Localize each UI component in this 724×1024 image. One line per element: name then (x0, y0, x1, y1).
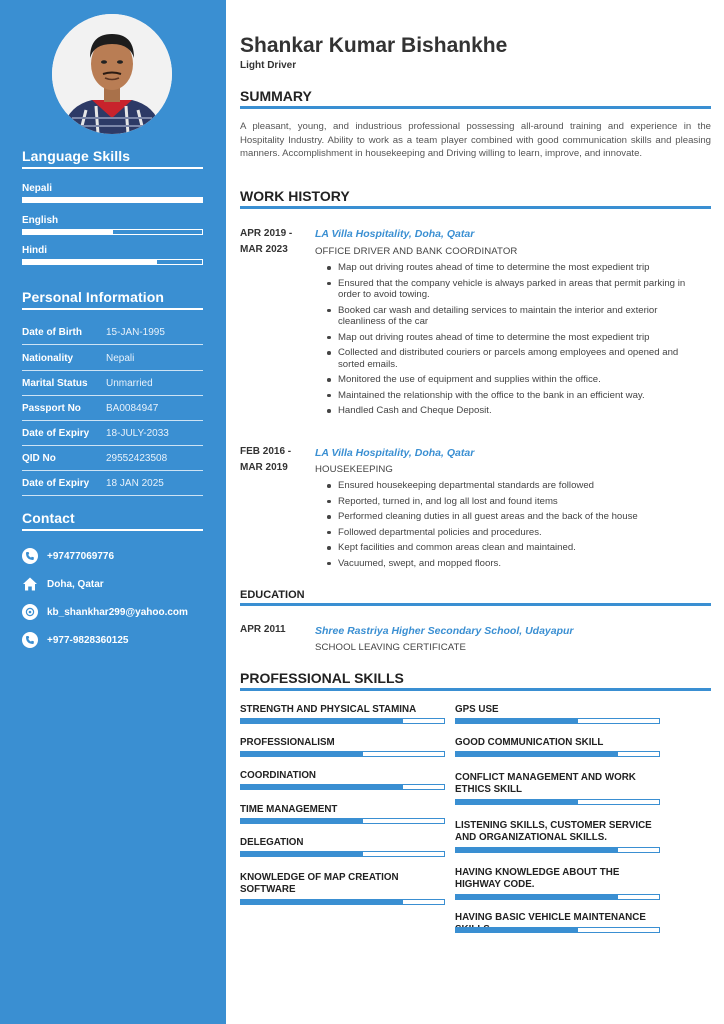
candidate-role: Light Driver (240, 60, 297, 71)
skill-item (455, 704, 660, 716)
personal-info-row (22, 320, 203, 345)
language-label: English (22, 215, 59, 226)
skill-level-fill (241, 900, 403, 904)
skill-label: PROFESSIONALISM (240, 737, 335, 748)
professional-skills-heading: PROFESSIONAL SKILLS (240, 670, 711, 691)
list-item: Ensured that the company vehicle is always parked in areas that permit parking in order to avoid towing. (336, 278, 706, 301)
list-item: Map out driving routes ahead of time to determine the most expedient trip (336, 332, 706, 344)
job-title: OFFICE DRIVER AND BANK COORDINATOR (315, 246, 518, 257)
summary-text: A pleasant, young, and industrious professional possessing all-around training and experience in the Hospitality Industry. Ability to work as a team player combined with good communication skills and pleasing manners. Accomplishment in housekeeping and Driving willing to learn, improve, and innovate. (240, 121, 711, 159)
person-portrait-icon (52, 14, 172, 134)
contact-value: Doha, Qatar (47, 578, 104, 590)
personal-information-heading: Personal Information (22, 289, 203, 310)
language-level-bar (22, 229, 203, 235)
skill-level-fill (456, 928, 578, 932)
skill-label: LISTENING SKILLS, CUSTOMER SERVICE AND ORGANIZATIONAL SKILLS. (455, 820, 652, 843)
skill-level-bar (455, 894, 660, 900)
contact-address (22, 574, 212, 594)
personal-info-row (22, 371, 203, 396)
info-key: Marital Status (22, 377, 88, 389)
summary-heading: SUMMARY (240, 88, 711, 109)
job-duties (336, 480, 706, 569)
info-value: BA0084947 (106, 402, 159, 414)
skill-level-bar (240, 851, 445, 857)
contact-value: kb_shankhar299@yahoo.com (47, 606, 188, 618)
phone-icon (22, 548, 38, 564)
skill-label: GPS USE (455, 704, 499, 715)
job-organization: LA Villa Hospitality, Doha, Qatar (315, 447, 475, 459)
list-item: Handled Cash and Cheque Deposit. (336, 405, 706, 417)
skill-item (455, 737, 660, 749)
language-level-fill (23, 230, 113, 234)
skill-label: TIME MANAGEMENT (240, 804, 338, 815)
skill-label: STRENGTH AND PHYSICAL STAMINA (240, 704, 417, 715)
job-start-date: APR 2019 - (240, 228, 293, 239)
skill-level-fill (456, 752, 618, 756)
skill-level-fill (456, 848, 618, 852)
skill-level-bar (240, 751, 445, 757)
language-level-bar (22, 197, 203, 203)
contact-phone-qatar[interactable] (22, 546, 212, 566)
language-label: Nepali (22, 183, 53, 194)
info-key: Date of Expiry (22, 477, 90, 489)
skill-level-bar (455, 751, 660, 757)
skill-label: CONFLICT MANAGEMENT AND WORK ETHICS SKILL (455, 772, 636, 795)
job-organization: LA Villa Hospitality, Doha, Qatar (315, 228, 475, 240)
personal-info-row (22, 471, 203, 496)
skill-level-bar (240, 718, 445, 724)
skill-item (240, 704, 445, 716)
personal-info-row (22, 446, 203, 471)
skill-item (455, 772, 660, 796)
skill-level-fill (241, 719, 403, 723)
language-level-bar (22, 259, 203, 265)
list-item: Ensured housekeeping departmental standards are followed (336, 480, 706, 492)
phone-icon (22, 632, 38, 648)
skill-label: COORDINATION (240, 770, 317, 781)
language-english (22, 215, 203, 235)
skill-level-bar (455, 799, 660, 805)
info-value: Unmarried (106, 377, 153, 389)
list-item: Map out driving routes ahead of time to determine the most expedient trip (336, 262, 706, 274)
skill-item (240, 770, 445, 782)
skill-item (455, 820, 660, 844)
skill-level-bar (455, 847, 660, 853)
job-dates (240, 226, 312, 258)
personal-info-row (22, 396, 203, 421)
info-value: 18-JULY-2033 (106, 427, 169, 439)
info-key: QID No (22, 452, 56, 464)
list-item: Maintained the relationship with the office to the bank in an efficient way. (336, 390, 706, 402)
info-key: Date of Expiry (22, 427, 90, 439)
skill-item (240, 804, 445, 816)
language-label: Hindi (22, 245, 47, 256)
job-end-date: MAR 2023 (240, 244, 288, 255)
list-item: Collected and distributed couriers or parcels among employees and opened and sorted emails. (336, 347, 706, 370)
list-item: Monitored the use of equipment and supplies within the office. (336, 374, 706, 386)
education-heading: EDUCATION (240, 589, 711, 606)
language-skills-heading: Language Skills (22, 148, 203, 169)
email-icon (22, 604, 38, 620)
job-dates (240, 444, 312, 476)
skill-level-bar (455, 718, 660, 724)
list-item: Followed departmental policies and procedures. (336, 527, 706, 539)
info-value: Nepali (106, 352, 135, 364)
list-item: Reported, turned in, and log all lost and found items (336, 496, 706, 508)
work-history-heading: WORK HISTORY (240, 188, 711, 209)
contact-value: +97477069776 (47, 550, 115, 562)
contact-email[interactable] (22, 602, 212, 622)
skill-level-fill (241, 752, 363, 756)
list-item: Vacuumed, swept, and mopped floors. (336, 558, 706, 570)
contact-phone-nepal[interactable] (22, 630, 212, 650)
skill-level-fill (241, 785, 403, 789)
language-nepali (22, 183, 203, 203)
list-item: Booked car wash and detailing services to maintain the interior and exterior cleanliness of the car (336, 305, 706, 328)
skill-level-fill (456, 895, 618, 899)
education-date: APR 2011 (240, 624, 286, 635)
skill-label: KNOWLEDGE OF MAP CREATION SOFTWARE (240, 872, 399, 895)
language-level-fill (23, 260, 157, 264)
skill-item (455, 867, 660, 891)
contact-heading: Contact (22, 510, 203, 531)
skill-level-fill (456, 800, 578, 804)
skill-item (455, 912, 660, 936)
skill-level-fill (241, 852, 363, 856)
info-key: Date of Birth (22, 326, 82, 338)
list-item: Kept facilities and common areas clean and maintained. (336, 542, 706, 554)
home-icon (22, 576, 38, 592)
info-value: 18 JAN 2025 (106, 477, 164, 489)
skill-item (240, 837, 445, 849)
language-hindi (22, 245, 203, 265)
skill-label: DELEGATION (240, 837, 304, 848)
job-duties (336, 262, 706, 417)
personal-info-row (22, 421, 203, 446)
personal-info-row (22, 346, 203, 371)
candidate-name: Shankar Kumar Bishankhe (240, 34, 508, 57)
info-key: Nationality (22, 352, 74, 364)
skill-item (240, 737, 445, 749)
skill-level-bar (455, 927, 660, 933)
skill-level-fill (241, 819, 363, 823)
contact-value: +977-9828360125 (47, 634, 129, 646)
skill-label: HAVING BASIC VEHICLE MAINTENANCE (455, 912, 646, 923)
education-degree: SCHOOL LEAVING CERTIFICATE (315, 642, 466, 653)
job-title: HOUSEKEEPING (315, 464, 393, 475)
skill-label: GOOD COMMUNICATION SKILL (455, 737, 604, 748)
language-level-fill (23, 198, 202, 202)
info-key: Passport No (22, 402, 81, 414)
education-school: Shree Rastriya Higher Secondary School, Udayapur (315, 625, 574, 637)
skill-level-bar (240, 818, 445, 824)
profile-photo (52, 14, 172, 134)
sidebar (0, 0, 226, 1024)
info-value: 29552423508 (106, 452, 168, 464)
list-item: Performed cleaning duties in all guest areas and the back of the house (336, 511, 706, 523)
skill-item (240, 872, 445, 896)
job-end-date: MAR 2019 (240, 462, 288, 473)
skill-label: HAVING KNOWLEDGE ABOUT THE HIGHWAY CODE. (455, 867, 620, 890)
skill-level-bar (240, 784, 445, 790)
info-value: 15-JAN-1995 (106, 326, 165, 338)
skill-level-bar (240, 899, 445, 905)
job-start-date: FEB 2016 - (240, 446, 292, 457)
skill-level-fill (456, 719, 578, 723)
